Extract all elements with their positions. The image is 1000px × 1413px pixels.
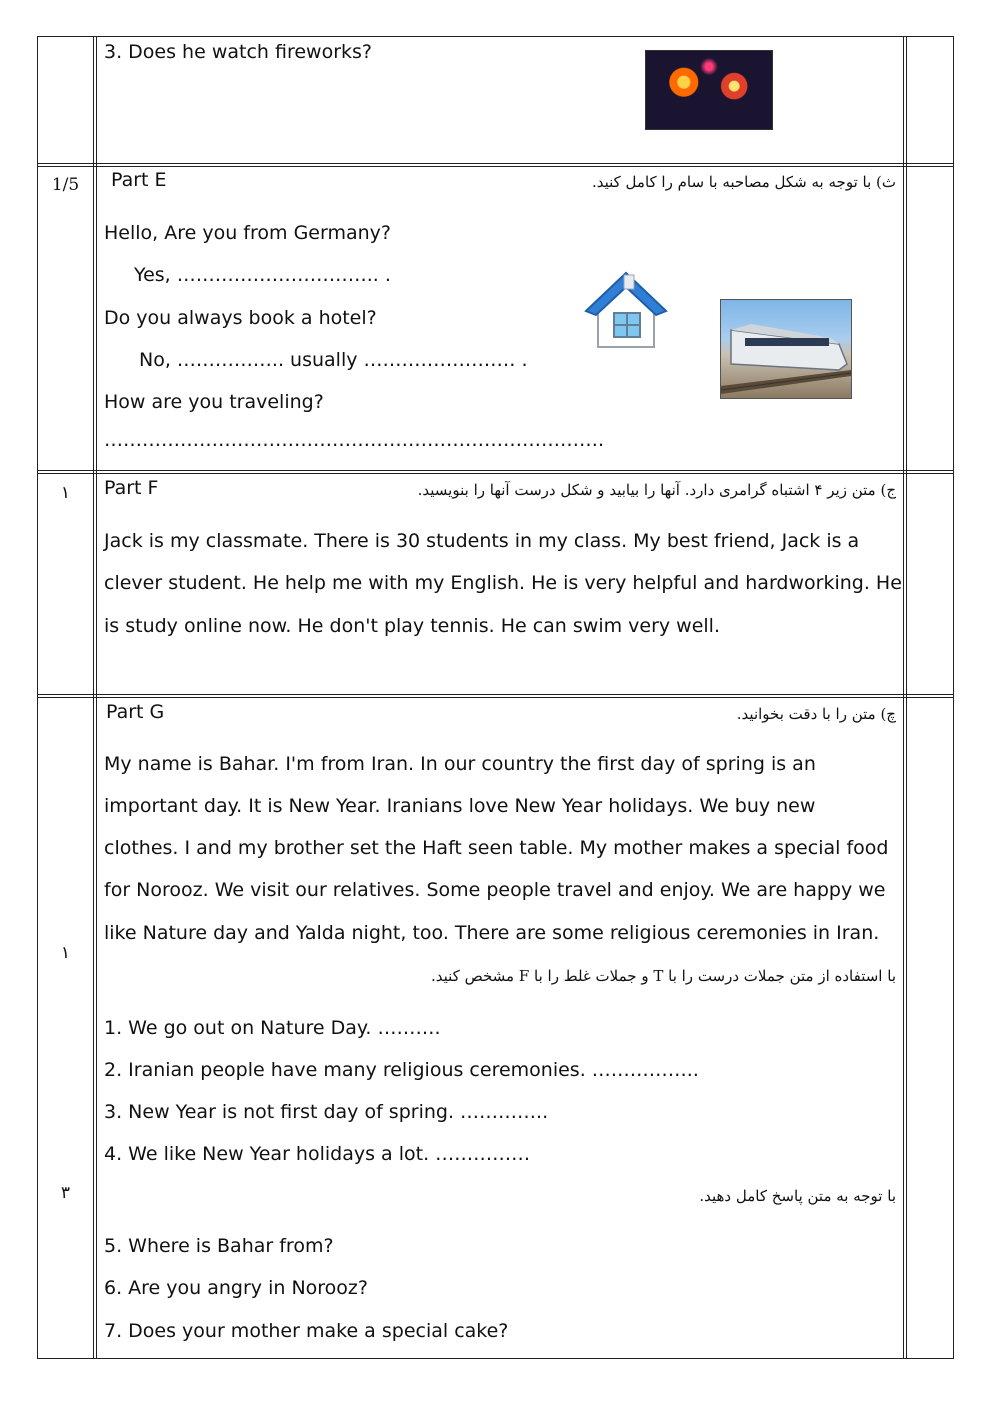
row-divider: [38, 697, 953, 698]
answer-score: ۳: [60, 1183, 71, 1203]
dialogue-line: How are you traveling?: [104, 391, 324, 413]
dialogue-line: Hello, Are you from Germany?: [104, 222, 391, 244]
row-divider: [38, 163, 953, 164]
paragraph-line: My name is Bahar. I'm from Iran. In our country the first day of spring is an: [104, 753, 816, 775]
exam-sheet: [37, 36, 954, 1359]
tf-item: 3. New Year is not first day of spring. …………..: [104, 1101, 549, 1123]
paragraph-line: is study online now. He don't play tennis. He can swim very well.: [104, 615, 720, 637]
dialogue-line: Do you always book a hotel?: [104, 307, 377, 329]
paragraph-line: Jack is my classmate. There is 30 students in my class. My best friend, Jack is a: [104, 530, 860, 552]
paragraph-line: like Nature day and Yalda night, too. There are some religious ceremonies in Iran.: [104, 922, 880, 944]
answer-instruction: با توجه به متن پاسخ کامل دهید.: [699, 1187, 896, 1205]
part-e-score: 1/5: [51, 175, 80, 195]
part-e-title: Part E: [111, 169, 167, 191]
tf-item: 4. We like New Year holidays a lot. ……………: [104, 1143, 531, 1165]
dialogue-line: …………………………………………………………………….: [104, 429, 605, 451]
answer-item: 5. Where is Bahar from?: [104, 1235, 334, 1257]
house-icon: [584, 269, 668, 351]
part-f-title: Part F: [104, 477, 159, 499]
tf-score: ۱: [60, 943, 71, 963]
row-divider: [38, 166, 953, 167]
part-g-title: Part G: [106, 701, 165, 723]
tf-instruction: با استفاده از متن جملات درست را با T و جملات غلط را با F مشخص کنید.: [430, 967, 896, 985]
dialogue-line: No, …………….. usually …………………… .: [139, 349, 528, 371]
part-e-instruction: ث) با توجه به شکل مصاحبه با سام را کامل کنید.: [591, 173, 896, 191]
train-drawing: [721, 300, 851, 398]
paragraph-line: important day. It is New Year. Iranians love New Year holidays. We buy new: [104, 795, 816, 817]
row-divider: [38, 470, 953, 471]
part-f-instruction: ج) متن زیر ۴ اشتباه گرامری دارد. آنها را بیابید و شکل درست آنها را بنویسید.: [417, 481, 896, 499]
question-text: 3. Does he watch fireworks?: [104, 41, 372, 63]
part-g-instruction: چ) متن را با دقت بخوانید.: [736, 705, 896, 723]
paragraph-line: for Norooz. We visit our relatives. Some people travel and enjoy. We are happy we: [104, 879, 886, 901]
answer-item: 7. Does your mother make a special cake?: [104, 1320, 509, 1342]
row-divider: [38, 694, 953, 695]
fireworks-image: [645, 50, 773, 130]
tf-item: 1. We go out on Nature Day. ……….: [104, 1017, 441, 1039]
part-f-score: ۱: [60, 483, 71, 503]
dialogue-line: Yes, ………………………….. .: [134, 264, 391, 286]
train-image: [720, 299, 852, 399]
answer-item: 6. Are you angry in Norooz?: [104, 1277, 368, 1299]
tf-item: 2. Iranian people have many religious ceremonies. ……………..: [104, 1059, 699, 1081]
row-divider: [38, 473, 953, 474]
paragraph-line: clothes. I and my brother set the Haft seen table. My mother makes a special food: [104, 837, 889, 859]
paragraph-line: clever student. He help me with my English. He is very helpful and hardworking. He: [104, 572, 902, 594]
